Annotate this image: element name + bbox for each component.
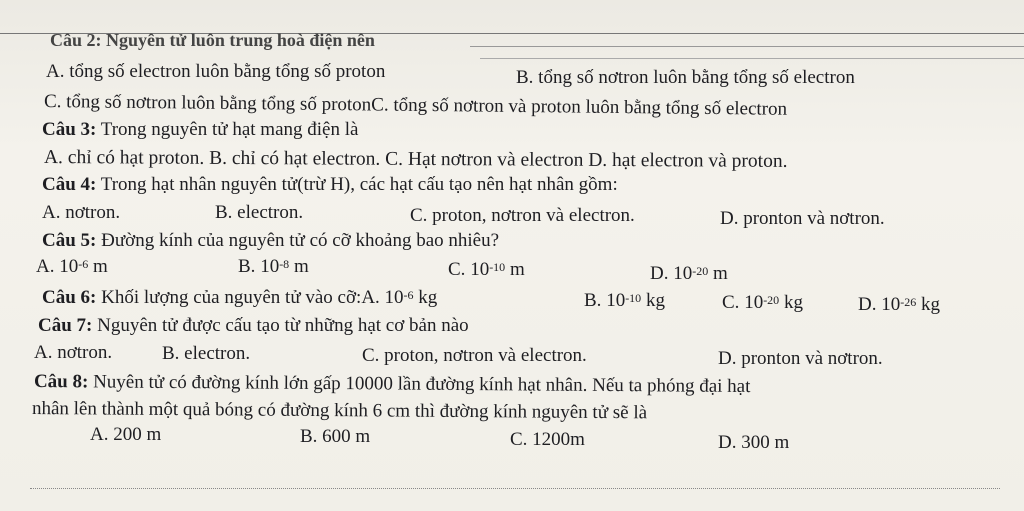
q4-option-a: A. nơtron. xyxy=(42,202,121,223)
q8-option-c: C. 1200m xyxy=(510,429,585,450)
q6-c-base: 10 xyxy=(744,292,764,313)
q8-text-line-1: Nuyên tử có đường kính lớn gấp 10000 lần đường kính hạt nhân. Nếu ta phóng đại hạt xyxy=(93,371,751,398)
q8-option-a: A. 200 m xyxy=(90,424,162,445)
q4-option-b: B. electron. xyxy=(215,202,304,223)
q5-stem xyxy=(42,230,499,252)
q5-c-label: C. xyxy=(448,259,466,280)
q5-c-exponent: -10 xyxy=(489,260,506,274)
q6-option-b xyxy=(584,290,665,312)
q5-option-d xyxy=(650,263,728,285)
q7-text: Nguyên tử được cấu tạo từ những hạt cơ bản nào xyxy=(97,315,469,336)
q2-option-a: A. tổng số electron luôn bằng tổng số proton xyxy=(46,61,386,82)
q8-option-b: B. 600 m xyxy=(300,426,371,447)
q6-c-unit: kg xyxy=(783,292,803,313)
q5-a-unit: m xyxy=(92,256,108,277)
q7-title: Câu 7: xyxy=(38,315,93,336)
top-rule-3 xyxy=(480,58,1024,59)
q3-stem xyxy=(42,119,358,141)
q6-a-exponent: -6 xyxy=(403,288,414,302)
q5-d-base: 10 xyxy=(673,263,693,284)
q5-d-unit: m xyxy=(712,263,728,284)
q6-text: Khối lượng của nguyên tử vào cỡ:A. xyxy=(101,287,380,308)
q6-c-exponent: -20 xyxy=(763,293,780,307)
top-rule-2 xyxy=(470,46,1024,47)
q8-text-line-2: nhân lên thành một quả bóng có đường kính 6 cm thì đường kính nguyên tử sẽ là xyxy=(31,398,648,424)
q6-stem xyxy=(42,287,437,309)
q6-title: Câu 6: xyxy=(42,287,97,308)
q3-text: Trong nguyên tử hạt mang điện là xyxy=(100,119,359,140)
q5-c-base: 10 xyxy=(470,259,490,280)
q7-option-b: B. electron. xyxy=(162,343,251,364)
q6-a-unit: kg xyxy=(418,287,438,308)
q3-title: Câu 3: xyxy=(42,119,97,140)
q5-option-c xyxy=(448,259,525,281)
bottom-dotted-rule xyxy=(30,488,1000,489)
q7-stem xyxy=(38,315,469,337)
q5-b-base: 10 xyxy=(260,256,280,277)
q5-a-label: A. xyxy=(36,256,55,277)
q5-text: Đường kính của nguyên tử có cỡ khoảng bao nhiêu? xyxy=(101,230,500,251)
q6-c-label: C. xyxy=(722,292,740,313)
q8-option-d: D. 300 m xyxy=(718,432,790,453)
q6-b-base: 10 xyxy=(606,290,626,311)
q5-option-b xyxy=(238,256,309,278)
q8-title: Câu 8: xyxy=(33,371,89,393)
q7-option-d: D. pronton và nơtron. xyxy=(718,348,883,369)
q4-stem xyxy=(42,174,618,196)
q4-title: Câu 4: xyxy=(42,174,97,195)
q5-option-a xyxy=(36,256,108,278)
q2-title: Câu 2: Nguyên tử luôn trung hoà điện nên xyxy=(50,30,375,50)
q2-option-c-d: C. tổng số nơtron luôn bằng tổng số protonC. tổng số nơtron và proton luôn bằng tổng số electron xyxy=(43,91,788,120)
q6-b-unit: kg xyxy=(645,290,665,311)
q5-b-exponent: -8 xyxy=(279,257,290,271)
q3-options: A. chỉ có hạt proton. B. chỉ có hạt electron. C. Hạt nơtron và electron D. hạt electron và proton. xyxy=(43,147,788,172)
q5-b-unit: m xyxy=(293,256,309,277)
q4-option-d: D. pronton và nơtron. xyxy=(720,208,885,229)
q6-d-base: 10 xyxy=(881,294,901,315)
q5-title: Câu 5: xyxy=(42,230,97,251)
q5-b-label: B. xyxy=(238,256,256,277)
q6-option-c xyxy=(722,292,803,314)
q4-option-c: C. proton, nơtron và electron. xyxy=(410,205,635,226)
q6-b-exponent: -10 xyxy=(625,291,642,305)
q6-d-label: D. xyxy=(858,294,877,315)
q6-option-d xyxy=(858,294,940,316)
q7-option-a: A. nơtron. xyxy=(34,342,113,363)
q6-d-unit: kg xyxy=(920,294,940,315)
q5-d-exponent: -20 xyxy=(692,264,709,278)
q5-a-base: 10 xyxy=(59,256,79,277)
q6-b-label: B. xyxy=(584,290,602,311)
q7-option-c: C. proton, nơtron và electron. xyxy=(362,345,587,366)
q5-c-unit: m xyxy=(509,259,525,280)
q5-d-label: D. xyxy=(650,263,669,284)
q6-a-base: 10 xyxy=(384,287,404,308)
q8-stem xyxy=(34,371,751,398)
q5-a-exponent: -6 xyxy=(78,257,89,271)
q6-d-exponent: -26 xyxy=(900,295,917,309)
q2-option-b: B. tổng số nơtron luôn bằng tổng số electron xyxy=(516,67,855,88)
q4-text: Trong hạt nhân nguyên tử(trừ H), các hạt cấu tạo nên hạt nhân gồm: xyxy=(100,174,618,195)
